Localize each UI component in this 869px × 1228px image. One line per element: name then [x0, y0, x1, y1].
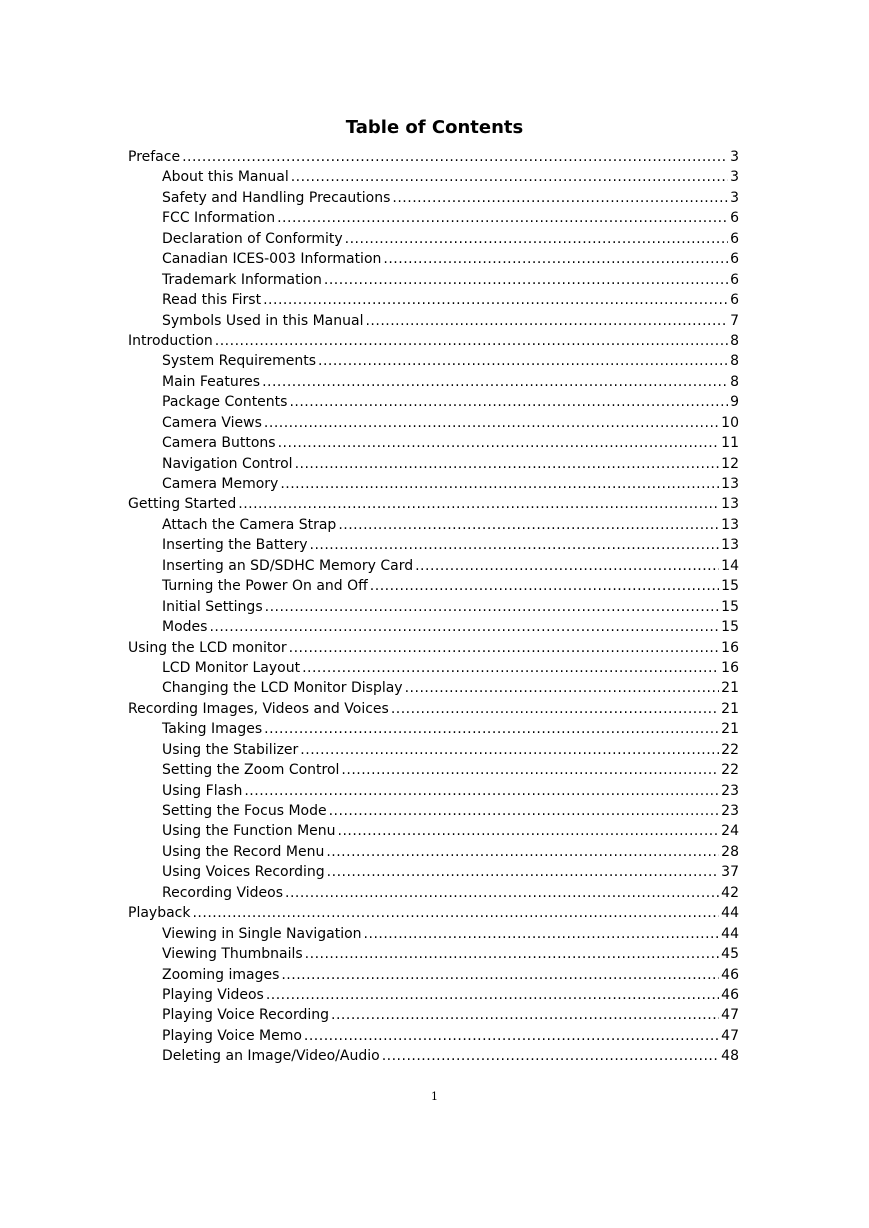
toc-entry-page: 13: [721, 476, 739, 492]
dot-leader: [289, 392, 728, 412]
toc-subentry[interactable]: [128, 944, 739, 964]
toc-entry-label: Deleting an Image/Video/Audio: [162, 1048, 380, 1065]
dot-leader: [278, 433, 720, 453]
toc-entry-label: Using the Stabilizer: [162, 741, 299, 758]
dot-leader: [364, 924, 720, 944]
toc-entry-label: Changing the LCD Monitor Display: [162, 680, 403, 697]
toc-entry-page: 3: [730, 169, 739, 186]
toc-entry-page: 22: [721, 762, 739, 779]
toc-section-entry[interactable]: [128, 494, 739, 514]
toc-entry-label: About this Manual: [162, 169, 289, 186]
dot-leader: [182, 147, 728, 167]
toc-entry-label: Trademark Information: [162, 271, 322, 288]
toc-entry-page: 16: [721, 639, 739, 656]
dot-leader: [215, 331, 728, 351]
toc-subentry[interactable]: [128, 965, 739, 985]
dot-leader: [345, 229, 728, 249]
toc-entry-label: System Requirements: [162, 353, 316, 370]
toc-entry-page: 15: [721, 598, 739, 615]
dot-leader: [331, 1005, 719, 1025]
dot-leader: [382, 1046, 719, 1066]
dot-leader: [415, 556, 719, 576]
toc-subentry[interactable]: [128, 617, 739, 637]
toc-entry-page: 16: [721, 659, 739, 676]
toc-section-entry[interactable]: [128, 331, 739, 351]
toc-entry-label: Navigation Control: [162, 455, 293, 472]
toc-entry-label: Camera Memory: [162, 476, 279, 492]
dot-leader: [338, 515, 719, 535]
toc-entry-label: Playback: [128, 905, 191, 922]
toc-entry-label: Safety and Handling Precautions: [162, 189, 391, 206]
toc-entry-label: Using the Function Menu: [162, 823, 336, 840]
toc-subentry[interactable]: [128, 372, 739, 392]
toc-entry-page: 21: [721, 721, 739, 738]
toc-entry-label: Setting the Focus Mode: [162, 803, 327, 819]
toc-entry-label: Zooming images: [162, 966, 280, 983]
toc-entry-page: 14: [721, 557, 739, 574]
dot-leader: [291, 167, 728, 187]
toc-subentry[interactable]: [128, 597, 739, 617]
dot-leader: [318, 351, 728, 371]
dot-leader: [326, 842, 719, 862]
toc-entry-label: Preface: [128, 149, 181, 165]
table-of-contents: [128, 147, 739, 1067]
toc-entry-label: Symbols Used in this Manual: [162, 312, 364, 329]
toc-entry-page: 15: [721, 578, 739, 595]
toc-entry-page: 42: [721, 884, 739, 901]
dot-leader: [209, 617, 719, 637]
toc-subentry[interactable]: [128, 740, 739, 760]
toc-entry-label: Initial Settings: [162, 598, 263, 615]
toc-entry-label: Playing Videos: [162, 986, 264, 1003]
toc-section-entry[interactable]: [128, 699, 739, 719]
dot-leader: [405, 678, 720, 698]
dot-leader: [281, 965, 719, 985]
toc-entry-page: 3: [730, 149, 739, 165]
toc-subentry[interactable]: [128, 781, 739, 801]
dot-leader: [302, 658, 719, 678]
toc-entry-page: 47: [721, 1027, 739, 1044]
dot-leader: [324, 270, 728, 290]
toc-entry-page: 9: [730, 394, 739, 411]
toc-entry-page: 6: [730, 230, 739, 247]
dot-leader: [192, 903, 719, 923]
toc-subentry[interactable]: [128, 167, 739, 187]
toc-entry-label: Using Voices Recording: [162, 864, 325, 881]
toc-entry-page: 24: [721, 823, 739, 840]
toc-entry-page: 13: [721, 537, 739, 554]
toc-section-entry[interactable]: [128, 903, 739, 923]
toc-entry-label: Getting Started: [128, 496, 237, 513]
toc-subentry[interactable]: [128, 719, 739, 739]
toc-entry-label: Modes: [162, 619, 208, 636]
dot-leader: [266, 985, 719, 1005]
toc-entry-page: 21: [721, 700, 739, 717]
toc-section-entry[interactable]: [128, 147, 739, 167]
toc-subentry[interactable]: [128, 801, 739, 821]
toc-subentry[interactable]: [128, 862, 739, 882]
toc-entry-page: 10: [721, 414, 739, 431]
toc-subentry[interactable]: [128, 985, 739, 1005]
toc-subentry[interactable]: [128, 535, 739, 555]
toc-entry-page: 21: [721, 680, 739, 697]
dot-leader: [285, 883, 719, 903]
dot-leader: [295, 454, 720, 474]
toc-subentry[interactable]: [128, 678, 739, 698]
toc-entry-page: 6: [730, 210, 739, 227]
toc-entry-label: Package Contents: [162, 394, 288, 411]
toc-entry-label: Taking Images: [162, 721, 263, 738]
toc-entry-page: 12: [721, 455, 739, 472]
toc-subentry[interactable]: [128, 311, 739, 331]
toc-subentry[interactable]: [128, 392, 739, 412]
dot-leader: [262, 372, 728, 392]
toc-subentry[interactable]: [128, 1026, 739, 1046]
dot-leader: [329, 801, 720, 821]
toc-subentry[interactable]: [128, 474, 739, 494]
toc-entry-page: 22: [721, 741, 739, 758]
dot-leader: [289, 638, 720, 658]
toc-entry-label: Attach the Camera Strap: [162, 516, 337, 533]
toc-entry-page: 37: [721, 864, 739, 881]
dot-leader: [338, 821, 720, 841]
toc-entry-page: 13: [721, 516, 739, 533]
toc-subentry[interactable]: [128, 576, 739, 596]
toc-section-entry[interactable]: [128, 638, 739, 658]
toc-entry-page: 11: [721, 435, 739, 452]
toc-entry-label: LCD Monitor Layout: [162, 659, 301, 676]
toc-entry-label: Camera Buttons: [162, 435, 276, 452]
dot-leader: [392, 188, 728, 208]
dot-leader: [238, 494, 719, 514]
toc-subentry[interactable]: [128, 413, 739, 433]
toc-subentry[interactable]: [128, 842, 739, 862]
toc-subentry[interactable]: [128, 515, 739, 535]
toc-entry-label: Using Flash: [162, 782, 243, 799]
toc-subentry[interactable]: [128, 351, 739, 371]
toc-entry-page: 3: [730, 189, 739, 206]
toc-entry-label: Setting the Zoom Control: [162, 762, 340, 779]
toc-subentry[interactable]: [128, 290, 739, 310]
toc-entry-label: Recording Images, Videos and Voices: [128, 700, 389, 717]
dot-leader: [264, 719, 719, 739]
toc-subentry[interactable]: [128, 821, 739, 841]
dot-leader: [300, 740, 719, 760]
toc-entry-page: 44: [721, 905, 739, 922]
toc-entry-label: Canadian ICES-003 Information: [162, 251, 382, 268]
toc-entry-label: Playing Voice Memo: [162, 1027, 302, 1044]
toc-entry-page: 15: [721, 619, 739, 636]
toc-entry-page: 8: [730, 353, 739, 370]
toc-subentry[interactable]: [128, 1046, 739, 1066]
toc-entry-label: Playing Voice Recording: [162, 1007, 330, 1024]
toc-subentry[interactable]: [128, 924, 739, 944]
dot-leader: [244, 781, 719, 801]
toc-subentry[interactable]: [128, 454, 739, 474]
toc-subentry[interactable]: [128, 760, 739, 780]
dot-leader: [280, 474, 719, 494]
dot-leader: [365, 311, 728, 331]
toc-entry-label: Turning the Power On and Off: [162, 578, 368, 595]
toc-entry-page: 7: [730, 312, 739, 329]
toc-entry-label: Viewing in Single Navigation: [162, 925, 362, 942]
dot-leader: [341, 760, 719, 780]
toc-entry-page: 8: [730, 373, 739, 390]
dot-leader: [277, 208, 728, 228]
toc-entry-page: 44: [721, 925, 739, 942]
toc-entry-page: 8: [730, 332, 739, 349]
toc-entry-page: 45: [721, 946, 739, 963]
toc-entry-label: Using the Record Menu: [162, 843, 325, 860]
toc-entry-page: 6: [730, 271, 739, 288]
dot-leader: [264, 413, 719, 433]
toc-entry-label: Camera Views: [162, 414, 262, 431]
toc-subentry[interactable]: [128, 883, 739, 903]
toc-entry-label: Introduction: [128, 332, 213, 349]
dot-leader: [370, 576, 719, 596]
toc-entry-page: 46: [721, 986, 739, 1003]
page-title: Table of Contents: [345, 117, 524, 138]
toc-subentry[interactable]: [128, 229, 739, 249]
toc-subentry[interactable]: [128, 658, 739, 678]
toc-entry-label: Read this First: [162, 292, 262, 309]
toc-entry-page: 23: [721, 803, 739, 819]
toc-subentry[interactable]: [128, 208, 739, 228]
toc-entry-label: FCC Information: [162, 210, 276, 227]
toc-entry-label: Using the LCD monitor: [128, 639, 287, 656]
toc-entry-label: Recording Videos: [162, 884, 283, 901]
toc-entry-page: 23: [721, 782, 739, 799]
toc-entry-page: 28: [721, 843, 739, 860]
toc-entry-label: Declaration of Conformity: [162, 230, 343, 247]
dot-leader: [391, 699, 719, 719]
toc-subentry[interactable]: [128, 249, 739, 269]
toc-entry-label: Main Features: [162, 373, 261, 390]
toc-entry-page: 48: [721, 1048, 739, 1065]
toc-subentry[interactable]: [128, 270, 739, 290]
toc-entry-page: 6: [730, 251, 739, 268]
dot-leader: [265, 597, 720, 617]
dot-leader: [327, 862, 720, 882]
dot-leader: [310, 535, 720, 555]
toc-subentry[interactable]: [128, 188, 739, 208]
toc-entry-page: 46: [721, 966, 739, 983]
dot-leader: [383, 249, 728, 269]
toc-subentry[interactable]: [128, 556, 739, 576]
dot-leader: [304, 1026, 719, 1046]
toc-entry-page: 13: [721, 496, 739, 513]
toc-entry-label: Viewing Thumbnails: [162, 946, 303, 963]
toc-entry-page: 47: [721, 1007, 739, 1024]
dot-leader: [263, 290, 728, 310]
toc-entry-label: Inserting an SD/SDHC Memory Card: [162, 557, 414, 574]
toc-entry-label: Inserting the Battery: [162, 537, 308, 554]
toc-subentry[interactable]: [128, 1005, 739, 1025]
page-number: 1: [431, 1090, 438, 1103]
toc-entry-page: 6: [730, 292, 739, 309]
toc-subentry[interactable]: [128, 433, 739, 453]
dot-leader: [305, 944, 720, 964]
